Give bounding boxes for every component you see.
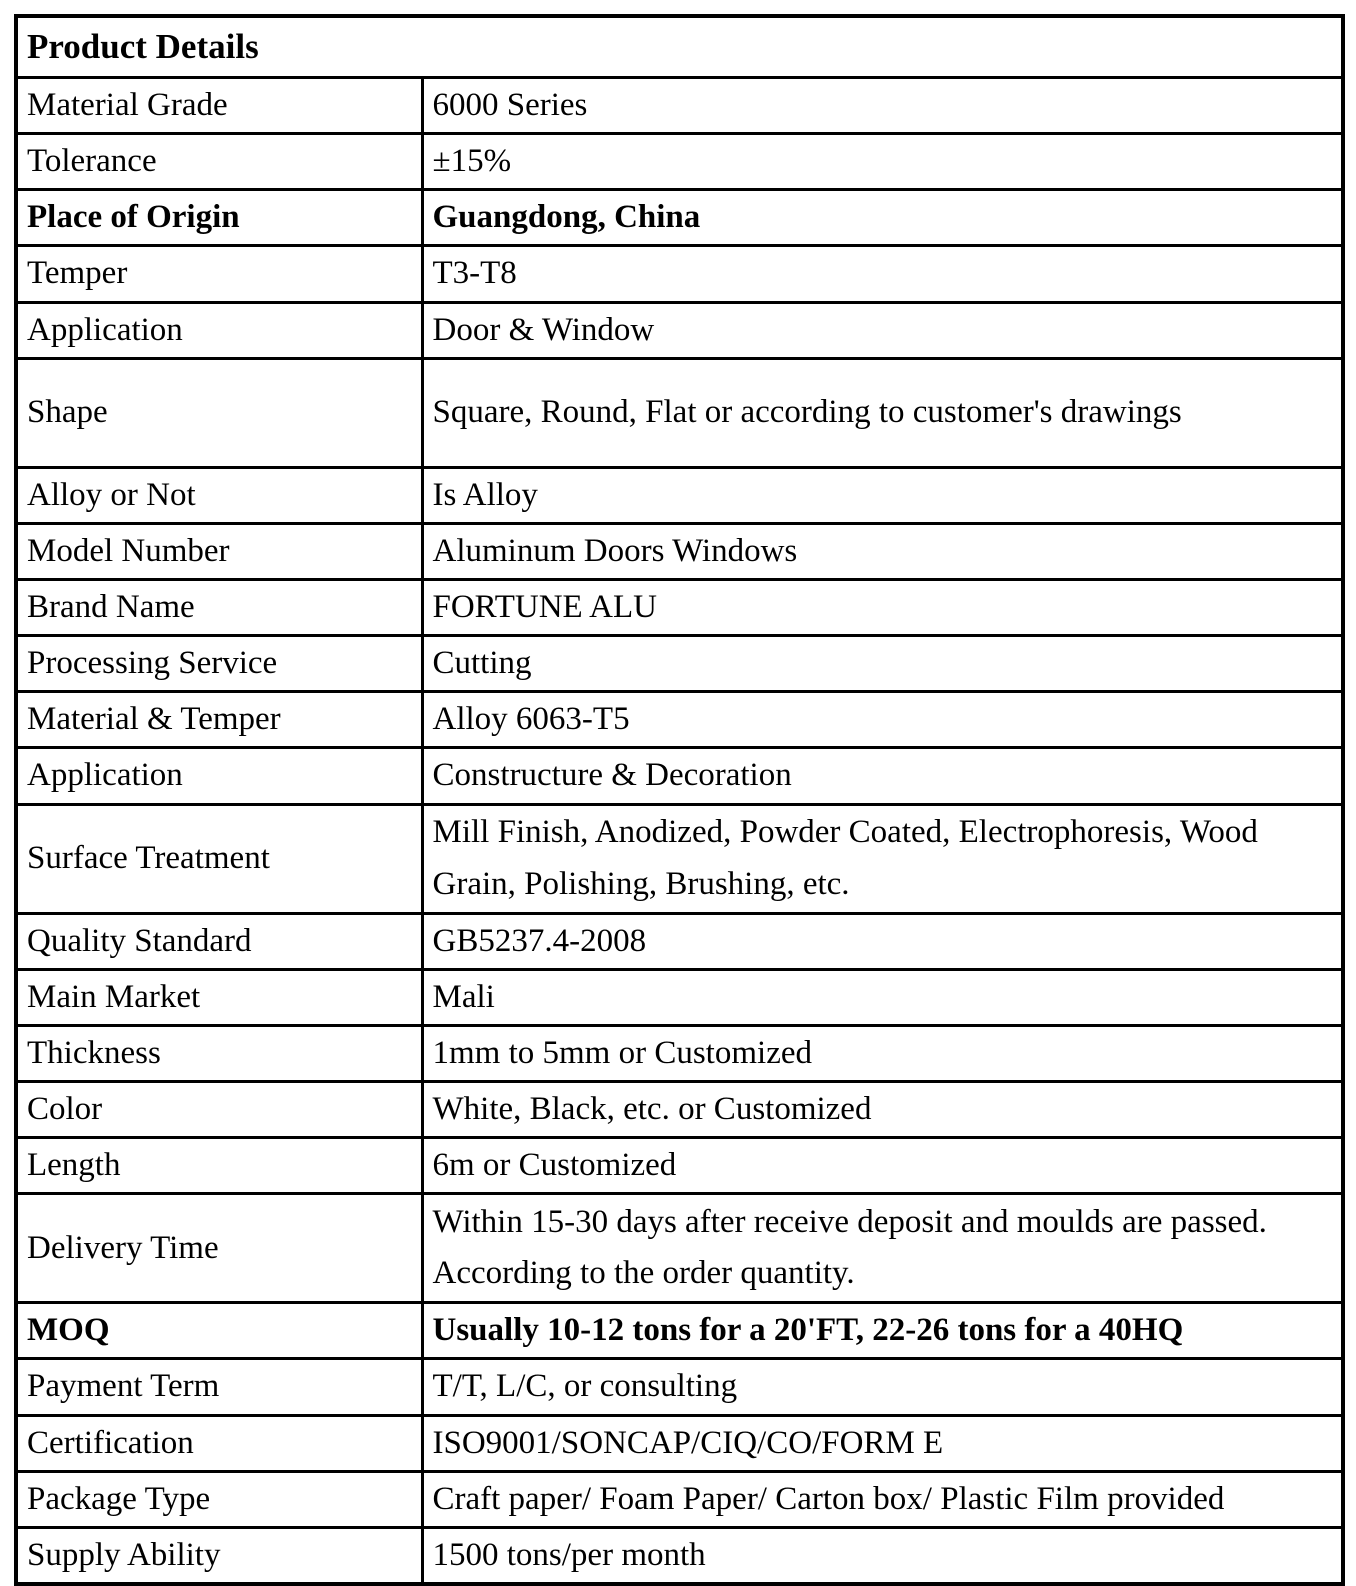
table-row xyxy=(16,134,1343,190)
table-row xyxy=(16,1359,1343,1415)
row-label: Alloy or Not xyxy=(16,467,422,523)
table-row xyxy=(16,1527,1343,1584)
row-value: T3-T8 xyxy=(422,246,1343,302)
row-label: Tolerance xyxy=(16,134,422,190)
row-label: Temper xyxy=(16,246,422,302)
table-row xyxy=(16,523,1343,579)
row-value: 6m or Customized xyxy=(422,1138,1343,1194)
row-value: Craft paper/ Foam Paper/ Carton box/ Plastic Film provided xyxy=(422,1471,1343,1527)
row-value: GB5237.4-2008 xyxy=(422,913,1343,969)
table-row xyxy=(16,1025,1343,1081)
table-row xyxy=(16,78,1343,134)
row-value: T/T, L/C, or consulting xyxy=(422,1359,1343,1415)
row-value: Is Alloy xyxy=(422,467,1343,523)
row-value: Constructure & Decoration xyxy=(422,748,1343,804)
row-value: White, Black, etc. or Customized xyxy=(422,1081,1343,1137)
table-row xyxy=(16,636,1343,692)
row-label: Certification xyxy=(16,1415,422,1471)
row-label: Payment Term xyxy=(16,1359,422,1415)
row-value: 1500 tons/per month xyxy=(422,1527,1343,1584)
row-label: Package Type xyxy=(16,1471,422,1527)
table-row xyxy=(16,1194,1343,1303)
row-value: FORTUNE ALU xyxy=(422,579,1343,635)
table-row xyxy=(16,969,1343,1025)
row-value: Usually 10-12 tons for a 20'FT, 22-26 tons for a 40HQ xyxy=(422,1303,1343,1359)
row-label: Supply Ability xyxy=(16,1527,422,1584)
row-label: Shape xyxy=(16,358,422,467)
table-row xyxy=(16,467,1343,523)
row-value: Guangdong, China xyxy=(422,190,1343,246)
row-value: Door & Window xyxy=(422,302,1343,358)
row-label: Application xyxy=(16,748,422,804)
row-label: Material Grade xyxy=(16,78,422,134)
row-label: Processing Service xyxy=(16,636,422,692)
row-label: MOQ xyxy=(16,1303,422,1359)
row-value: Cutting xyxy=(422,636,1343,692)
table-row xyxy=(16,804,1343,913)
row-label: Main Market xyxy=(16,969,422,1025)
row-label: Color xyxy=(16,1081,422,1137)
table-row xyxy=(16,246,1343,302)
row-label: Delivery Time xyxy=(16,1194,422,1303)
table-row xyxy=(16,302,1343,358)
row-value: Mali xyxy=(422,969,1343,1025)
table-row xyxy=(16,692,1343,748)
row-value: 6000 Series xyxy=(422,78,1343,134)
row-label: Material & Temper xyxy=(16,692,422,748)
row-value: ±15% xyxy=(422,134,1343,190)
row-value: Alloy 6063-T5 xyxy=(422,692,1343,748)
table-row xyxy=(16,1081,1343,1137)
row-value: Aluminum Doors Windows xyxy=(422,523,1343,579)
table-row xyxy=(16,1138,1343,1194)
row-label: Length xyxy=(16,1138,422,1194)
product-spec-table xyxy=(14,14,1345,1586)
row-label: Surface Treatment xyxy=(16,804,422,913)
table-title: Product Details xyxy=(16,16,1343,78)
row-label: Application xyxy=(16,302,422,358)
table-row xyxy=(16,1471,1343,1527)
row-value: Within 15-30 days after receive deposit and moulds are passed. According to the order quantity. xyxy=(422,1194,1343,1303)
table-row xyxy=(16,579,1343,635)
table-row xyxy=(16,1303,1343,1359)
row-label: Quality Standard xyxy=(16,913,422,969)
row-value: ISO9001/SONCAP/CIQ/CO/FORM E xyxy=(422,1415,1343,1471)
row-label: Model Number xyxy=(16,523,422,579)
row-value: Square, Round, Flat or according to customer's drawings xyxy=(422,358,1343,467)
table-row xyxy=(16,748,1343,804)
table-row xyxy=(16,913,1343,969)
row-label: Thickness xyxy=(16,1025,422,1081)
row-label: Brand Name xyxy=(16,579,422,635)
table-row xyxy=(16,1415,1343,1471)
row-label: Place of Origin xyxy=(16,190,422,246)
row-value: 1mm to 5mm or Customized xyxy=(422,1025,1343,1081)
table-header-row xyxy=(16,16,1343,78)
table-row xyxy=(16,190,1343,246)
row-value: Mill Finish, Anodized, Powder Coated, Electrophoresis, Wood Grain, Polishing, Brushing, etc. xyxy=(422,804,1343,913)
table-row xyxy=(16,358,1343,467)
